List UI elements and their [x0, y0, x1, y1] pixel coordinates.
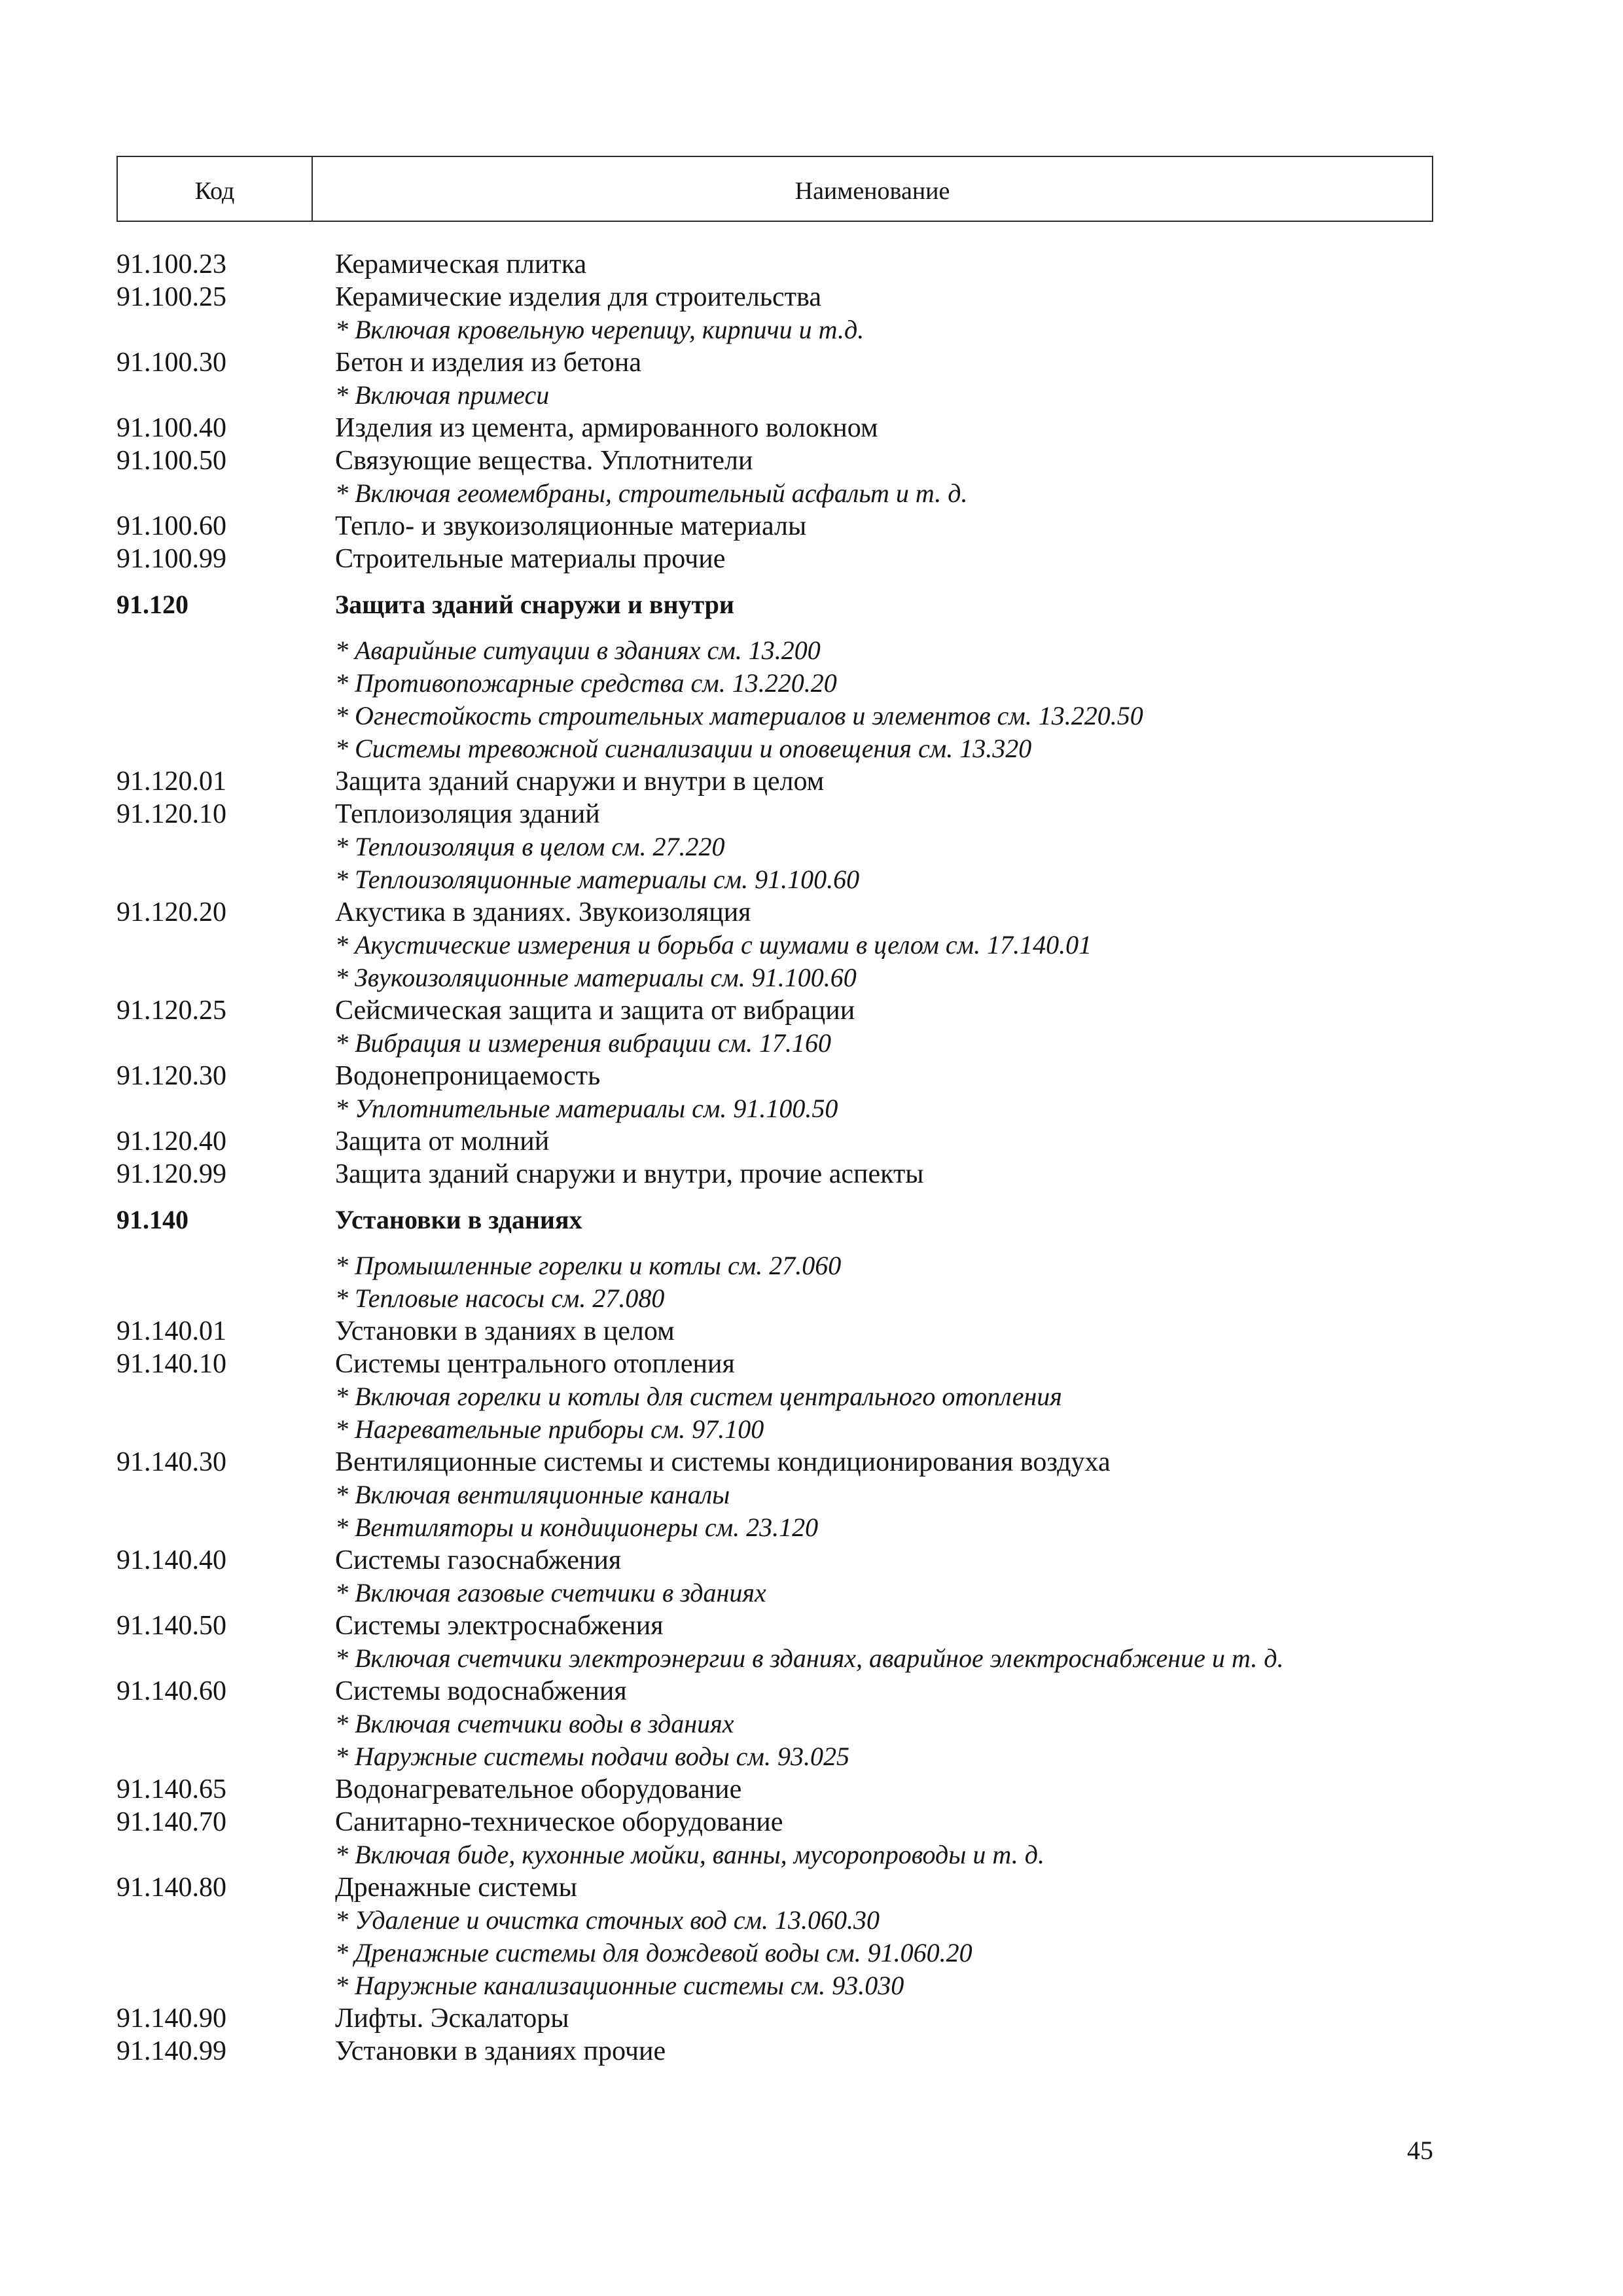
note-row — [116, 1969, 1433, 2002]
item-code: 91.120.20 — [116, 897, 226, 927]
item-name: Дренажные системы — [335, 1873, 577, 1903]
item-code — [116, 1282, 335, 1315]
item-name: Водонепроницаемость — [335, 1061, 601, 1091]
item-name: Связующие вещества. Уплотнители — [335, 446, 753, 476]
item-code: 91.120.01 — [116, 766, 226, 797]
item-name: Акустика в зданиях. Звукоизоляция — [335, 897, 751, 927]
item-note: * Включая газовые счетчики в зданиях — [335, 1578, 766, 1607]
item-code — [116, 961, 335, 994]
list-item — [116, 1544, 1433, 1577]
list-item — [116, 1125, 1433, 1158]
item-code — [116, 1969, 335, 2002]
list-item — [116, 765, 1433, 798]
item-code — [116, 1380, 335, 1413]
note-row — [116, 831, 1433, 863]
item-note: * Вибрация и измерения вибрации см. 17.160 — [335, 1028, 831, 1058]
item-code: 91.140.40 — [116, 1545, 226, 1575]
item-code: 91.100.23 — [116, 249, 226, 279]
item-note: * Включая вентиляционные каналы — [335, 1480, 730, 1509]
list-item — [116, 1871, 1433, 1904]
item-note: * Теплоизоляционные материалы см. 91.100.60 — [335, 865, 860, 894]
note-row — [116, 1740, 1433, 1773]
note-row — [116, 700, 1433, 732]
item-code: 91.120.99 — [116, 1159, 226, 1189]
note-row — [116, 1642, 1433, 1675]
item-code — [116, 1708, 335, 1740]
item-code: 91.140.80 — [116, 1873, 226, 1903]
item-note: * Противопожарные средства см. 13.220.20 — [335, 668, 837, 698]
page-number: 45 — [1407, 2136, 1433, 2165]
item-code — [116, 379, 335, 412]
item-note: * Вентиляторы и кондиционеры см. 23.120 — [335, 1513, 819, 1542]
item-code — [116, 1511, 335, 1544]
item-note: * Включая счетчики электроэнергии в зданиях, аварийное электроснабжение и т. д. — [335, 1643, 1284, 1673]
list-item — [116, 2035, 1433, 2068]
classification-list — [116, 248, 1433, 2068]
item-code: 91.140.65 — [116, 1774, 226, 1804]
item-name: Системы электроснабжения — [335, 1611, 664, 1641]
item-code — [116, 314, 335, 346]
list-item — [116, 2002, 1433, 2035]
item-note: * Уплотнительные материалы см. 91.100.50 — [335, 1094, 838, 1123]
item-name: Сейсмическая защита и защита от вибрации — [335, 996, 855, 1026]
note-row — [116, 1577, 1433, 1609]
item-note: * Включая счетчики воды в зданиях — [335, 1709, 734, 1738]
item-name: Системы центрального отопления — [335, 1349, 735, 1379]
item-note: * Включая геомембраны, строительный асфальт и т. д. — [335, 478, 968, 508]
item-code: 91.100.25 — [116, 282, 226, 312]
item-note: * Наружные системы подачи воды см. 93.025 — [335, 1742, 849, 1771]
note-row — [116, 1027, 1433, 1060]
note-row — [116, 1839, 1433, 1871]
item-note: * Огнестойкость строительных материалов и элементов см. 13.220.50 — [335, 701, 1143, 730]
item-note: * Дренажные системы для дождевой воды см. 91.060.20 — [335, 1938, 972, 1967]
item-name: Керамические изделия для строительства — [335, 282, 821, 312]
item-code: 91.140 — [116, 1205, 188, 1234]
item-code — [116, 477, 335, 510]
note-row — [116, 1413, 1433, 1446]
item-code: 91.100.60 — [116, 511, 226, 541]
document-page — [116, 156, 1433, 2068]
item-code: 91.120.30 — [116, 1061, 226, 1091]
item-code: 91.100.40 — [116, 413, 226, 443]
list-item — [116, 798, 1433, 831]
note-row — [116, 1937, 1433, 1969]
item-note: * Нагревательные приборы см. 97.100 — [335, 1414, 764, 1444]
item-note: * Теплоизоляция в целом см. 27.220 — [335, 832, 725, 861]
item-name: Установки в зданиях в целом — [335, 1316, 675, 1346]
section-heading — [116, 588, 1433, 621]
item-note: * Аварийные ситуации в зданиях см. 13.200 — [335, 636, 821, 665]
list-item — [116, 1446, 1433, 1479]
item-code — [116, 667, 335, 700]
note-row — [116, 1092, 1433, 1125]
list-item — [116, 896, 1433, 929]
item-code: 91.100.99 — [116, 544, 226, 574]
list-item — [116, 994, 1433, 1027]
item-code: 91.100.30 — [116, 348, 226, 378]
item-note: * Включая примеси — [335, 380, 550, 410]
item-name: Лифты. Эскалаторы — [335, 2003, 569, 2034]
item-name: Бетон и изделия из бетона — [335, 348, 642, 378]
item-code — [116, 1092, 335, 1125]
note-row — [116, 1511, 1433, 1544]
item-name: Системы водоснабжения — [335, 1676, 627, 1706]
item-code — [116, 1027, 335, 1060]
item-code: 91.120 — [116, 590, 188, 619]
list-item — [116, 1060, 1433, 1092]
list-item — [116, 281, 1433, 314]
item-name: Защита зданий снаружи и внутри — [335, 590, 734, 619]
note-row — [116, 314, 1433, 346]
item-code — [116, 1937, 335, 1969]
item-name: Защита зданий снаружи и внутри, прочие аспекты — [335, 1159, 924, 1189]
note-row — [116, 379, 1433, 412]
name-column-header: Наименование — [794, 177, 950, 205]
item-note: * Промышленные горелки и котлы см. 27.060 — [335, 1251, 842, 1280]
item-name: Тепло- и звукоизоляционные материалы — [335, 511, 807, 541]
note-row — [116, 961, 1433, 994]
item-code: 91.140.01 — [116, 1316, 226, 1346]
item-code: 91.140.30 — [116, 1447, 226, 1477]
item-name: Строительные материалы прочие — [335, 544, 726, 574]
item-code — [116, 831, 335, 863]
list-item — [116, 510, 1433, 543]
item-code: 91.140.10 — [116, 1349, 226, 1379]
item-note: * Системы тревожной сигнализации и оповещения см. 13.320 — [335, 734, 1032, 763]
item-name: Теплоизоляция зданий — [335, 799, 600, 829]
item-note: * Тепловые насосы см. 27.080 — [335, 1283, 665, 1313]
item-name: Установки в зданиях — [335, 1205, 582, 1234]
item-name: Водонагревательное оборудование — [335, 1774, 742, 1804]
note-row — [116, 1249, 1433, 1282]
list-item — [116, 1348, 1433, 1380]
note-row — [116, 477, 1433, 510]
code-column-header: Код — [118, 157, 313, 221]
item-code: 91.140.99 — [116, 2036, 226, 2066]
note-row — [116, 634, 1433, 667]
item-code — [116, 929, 335, 961]
item-name: Санитарно-техническое оборудование — [335, 1807, 783, 1837]
item-name: Защита зданий снаружи и внутри в целом — [335, 766, 825, 797]
item-code: 91.140.50 — [116, 1611, 226, 1641]
note-row — [116, 1380, 1433, 1413]
note-row — [116, 929, 1433, 961]
item-code — [116, 1413, 335, 1446]
item-code: 91.140.90 — [116, 2003, 226, 2034]
note-row — [116, 1708, 1433, 1740]
item-code — [116, 634, 335, 667]
note-row — [116, 1904, 1433, 1937]
item-note: * Наружные канализационные системы см. 93.030 — [335, 1971, 904, 2000]
item-name: Системы газоснабжения — [335, 1545, 622, 1575]
list-item — [116, 1609, 1433, 1642]
list-item — [116, 444, 1433, 477]
item-code — [116, 1904, 335, 1937]
item-code — [116, 700, 335, 732]
item-note: * Звукоизоляционные материалы см. 91.100.60 — [335, 963, 857, 992]
item-code — [116, 732, 335, 765]
item-code — [116, 1249, 335, 1282]
note-row — [116, 732, 1433, 765]
item-name: Защита от молний — [335, 1126, 550, 1157]
item-code: 91.140.70 — [116, 1807, 226, 1837]
item-code: 91.140.60 — [116, 1676, 226, 1706]
item-note: * Удаление и очистка сточных вод см. 13.060.30 — [335, 1905, 880, 1935]
item-code: 91.120.10 — [116, 799, 226, 829]
note-row — [116, 1282, 1433, 1315]
note-row — [116, 863, 1433, 896]
list-item — [116, 1315, 1433, 1348]
item-name: Установки в зданиях прочие — [335, 2036, 666, 2066]
item-note: * Включая кровельную черепицу, кирпичи и т.д. — [335, 315, 865, 344]
item-code — [116, 1839, 335, 1871]
list-item — [116, 346, 1433, 379]
item-note: * Включая биде, кухонные мойки, ванны, мусоропроводы и т. д. — [335, 1840, 1044, 1869]
note-row — [116, 667, 1433, 700]
item-name: Вентиляционные системы и системы кондиционирования воздуха — [335, 1447, 1111, 1477]
list-item — [116, 1773, 1433, 1806]
item-code: 91.120.25 — [116, 996, 226, 1026]
list-item — [116, 1806, 1433, 1839]
list-item — [116, 1675, 1433, 1708]
item-note: * Акустические измерения и борьба с шумами в целом см. 17.140.01 — [335, 930, 1092, 960]
item-code — [116, 1577, 335, 1609]
note-row — [116, 1479, 1433, 1511]
list-item — [116, 248, 1433, 281]
list-item — [116, 412, 1433, 444]
item-code — [116, 863, 335, 896]
item-code: 91.100.50 — [116, 446, 226, 476]
table-header — [116, 156, 1433, 222]
item-code: 91.120.40 — [116, 1126, 226, 1157]
item-code — [116, 1479, 335, 1511]
section-heading — [116, 1204, 1433, 1236]
item-code — [116, 1642, 335, 1675]
list-item — [116, 1158, 1433, 1191]
item-name: Керамическая плитка — [335, 249, 587, 279]
item-note: * Включая горелки и котлы для систем центрального отопления — [335, 1382, 1062, 1411]
item-code — [116, 1740, 335, 1773]
list-item — [116, 543, 1433, 575]
item-name: Изделия из цемента, армированного волокном — [335, 413, 878, 443]
